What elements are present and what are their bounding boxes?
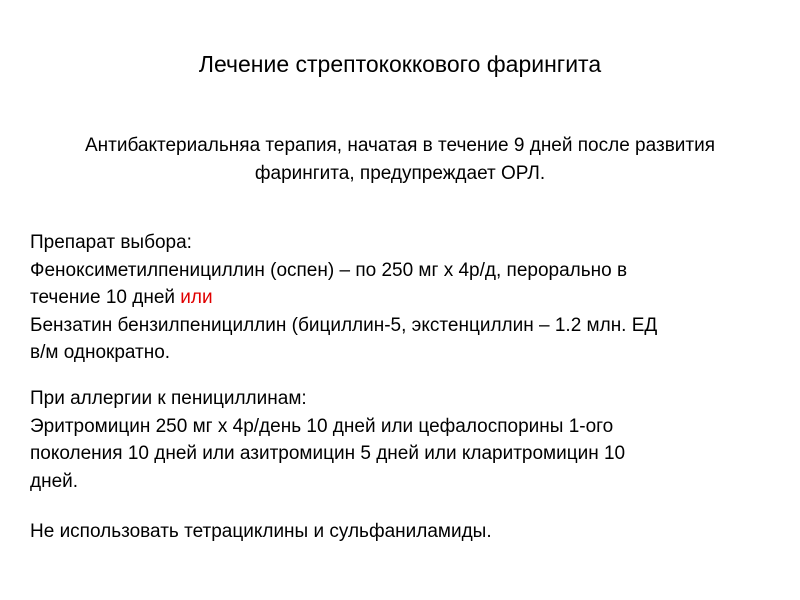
drug-of-choice-line-2-text: течение 10 дней <box>30 287 181 308</box>
drug-of-choice-line-2 <box>30 284 780 312</box>
warning-text: Не использовать тетрациклины и сульфаниламиды. <box>30 521 492 542</box>
intro-line-1: Антибактериальняа терапия, начатая в течение 9 дней после развития <box>84 135 715 156</box>
warning-section <box>30 518 780 546</box>
allergy-heading: При аллергии к пенициллинам: <box>30 388 307 409</box>
drug-of-choice-line-3: Бензатин бензилпенициллин (бициллин-5, экстенциллин – 1.2 млн. ЕД <box>30 314 658 336</box>
drug-of-choice-line-4: в/м однократно. <box>30 342 171 363</box>
drug-of-choice-heading: Препарат выбора: <box>30 232 192 253</box>
allergy-line-2: поколения 10 дней или азитромицин 5 дней или кларитромицин 10 <box>30 443 626 464</box>
intro-paragraph <box>20 132 780 188</box>
allergy-line-1: Эритромицин 250 мг х 4р/день 10 дней или цефалоспорины 1-ого <box>30 415 614 437</box>
intro-line-2: фарингита, предупреждает ОРЛ. <box>254 163 546 184</box>
allergy-line-3: дней. <box>30 470 79 492</box>
allergy-section <box>30 385 780 495</box>
drug-of-choice-line-1: Феноксиметилпенициллин (оспен) – по 250 мг х 4р/д, перорально в <box>30 259 628 281</box>
slide-title: Лечение стрептококкового фарингита <box>198 51 602 77</box>
drug-of-choice-section <box>30 229 780 367</box>
or-highlight: или <box>180 287 213 308</box>
